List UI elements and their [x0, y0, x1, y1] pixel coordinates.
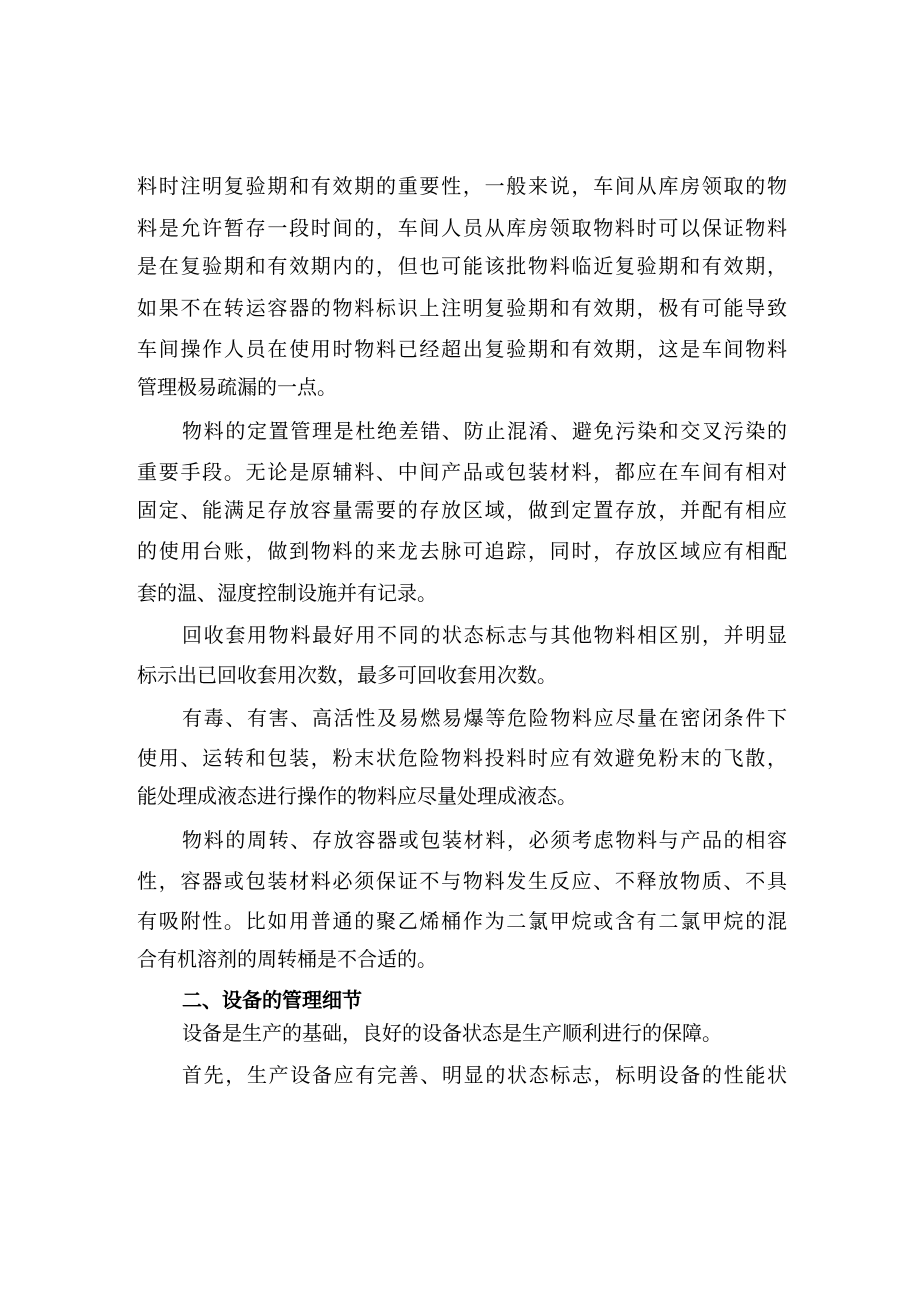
- paragraph-line: 的使用台账，做到物料的来龙去脉可追踪，同时，存放区域应有相配: [137, 539, 787, 563]
- paragraph-line: 能处理成液态进行操作的物料应尽量处理成液态。: [137, 784, 577, 808]
- paragraph-line: 有毒、有害、高活性及易燃易爆等危险物料应尽量在密闭条件下: [182, 706, 787, 730]
- paragraph-line: 重要手段。无论是原辅料、中间产品或包装材料，都应在车间有相对: [137, 460, 787, 484]
- paragraph-line: 料是允许暂存一段时间的，车间人员从库房领取物料时可以保证物料: [137, 216, 787, 240]
- paragraph-line: 管理极易疏漏的一点。: [137, 375, 337, 399]
- paragraph-line: 合有机溶剂的周转桶是不合适的。: [137, 947, 437, 971]
- paragraph-line: 使用、运转和包装，粉末状危险物料投料时应有效避免粉末的飞散，: [137, 746, 787, 770]
- paragraph-line: 有吸附性。比如用普通的聚乙烯桶作为二氯甲烷或含有二氯甲烷的混: [137, 909, 787, 933]
- paragraph-line: 回收套用物料最好用不同的状态标志与其他物料相区别，并明显: [182, 623, 787, 647]
- paragraph-line: 固定、能满足存放容量需要的存放区域，做到定置存放，并配有相应: [137, 498, 787, 522]
- paragraph-line: 是在复验期和有效期内的，但也可能该批物料临近复验期和有效期，: [137, 254, 787, 278]
- paragraph-line: 物料的周转、存放容器或包装材料，必须考虑物料与产品的相容: [182, 828, 787, 852]
- paragraph-line: 设备是生产的基础，良好的设备状态是生产顺利进行的保障。: [182, 1021, 722, 1045]
- paragraph-line: 首先，生产设备应有完善、明显的状态标志，标明设备的性能状: [182, 1063, 787, 1087]
- paragraph-line: 套的温、湿度控制设施并有记录。: [137, 581, 437, 605]
- paragraph-line: 标示出已回收套用次数，最多可回收套用次数。: [137, 663, 557, 687]
- paragraph-line: 物料的定置管理是杜绝差错、防止混淆、避免污染和交叉污染的: [182, 419, 787, 443]
- section-heading: 二、设备的管理细节: [182, 988, 362, 1012]
- paragraph-line: 料时注明复验期和有效期的重要性，一般来说，车间从库房领取的物: [137, 174, 787, 198]
- paragraph-line: 性，容器或包装材料必须保证不与物料发生反应、不释放物质、不具: [137, 869, 787, 893]
- paragraph-line: 车间操作人员在使用时物料已经超出复验期和有效期，这是车间物料: [137, 337, 787, 361]
- paragraph-line: 如果不在转运容器的物料标识上注明复验期和有效期，极有可能导致: [137, 296, 787, 320]
